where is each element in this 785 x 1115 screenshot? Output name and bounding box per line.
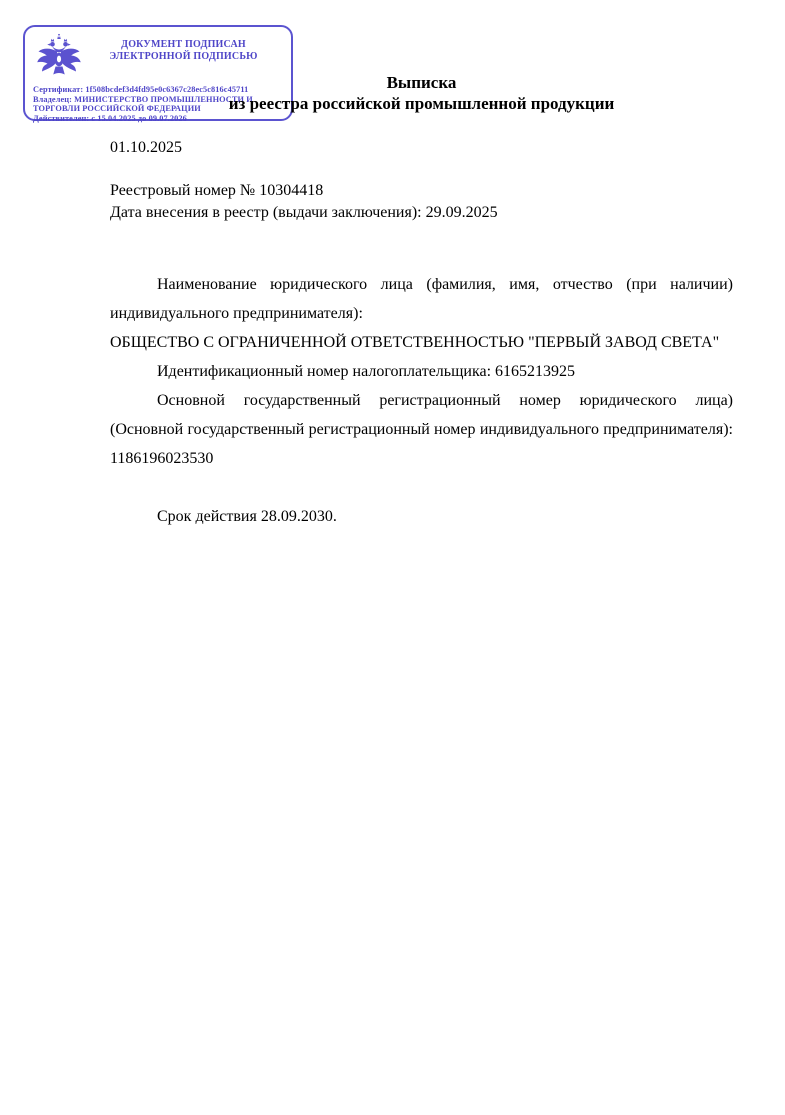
stamp-owner-line-1: Владелец: МИНИСТЕРСТВО ПРОМЫШЛЕННОСТИ И bbox=[33, 94, 253, 104]
registry-number-line: Реестровый номер № 10304418 bbox=[110, 182, 324, 199]
stamp-heading-line2: ЭЛЕКТРОННОЙ ПОДПИСЬЮ bbox=[109, 50, 258, 62]
entry-date-line: Дата внесения в реестр (выдачи заключения): 29.09.2025 bbox=[110, 204, 498, 221]
legal-name-value: ОБЩЕСТВО С ОГРАНИЧЕННОЙ ОТВЕТСТВЕННОСТЬЮ "ПЕРВЫЙ ЗАВОД СВЕТА" bbox=[110, 334, 720, 351]
stamp-heading-line1: ДОКУМЕНТ ПОДПИСАН bbox=[121, 39, 246, 50]
inn-line: Идентификационный номер налогоплательщика: 6165213925 bbox=[157, 363, 576, 380]
title-line-1: Выписка bbox=[386, 73, 457, 92]
stamp-validity-line: Действителен: с 15.04.2025 до 09.07.2026 bbox=[33, 113, 187, 123]
stamp-owner-line-2: ТОРГОВЛИ РОССИЙСКОЙ ФЕДЕРАЦИИ bbox=[33, 104, 201, 113]
legal-name-label: Наименование юридического лица (фамилия, имя, отчество (при наличии) индивидуального предпринимателя): bbox=[110, 276, 733, 322]
document-date: 01.10.2025 bbox=[110, 139, 182, 156]
ogrn-line: Основной государственный регистрационный номер юридического лица) (Основной государственный регистрационный номер индивидуального предпринимателя): 1186196023530 bbox=[110, 392, 733, 467]
coat-of-arms-icon bbox=[34, 31, 84, 81]
stamp-certificate-line: Сертификат: 1f508bcdef3d4fd95e0c6367c28ec5c816c45711 bbox=[33, 85, 249, 94]
document-title bbox=[110, 72, 733, 114]
validity-term-line: Срок действия 28.09.2030. bbox=[157, 508, 337, 525]
document-body bbox=[110, 270, 733, 531]
title-line-2: из реестра российской промышленной продукции bbox=[228, 94, 615, 113]
